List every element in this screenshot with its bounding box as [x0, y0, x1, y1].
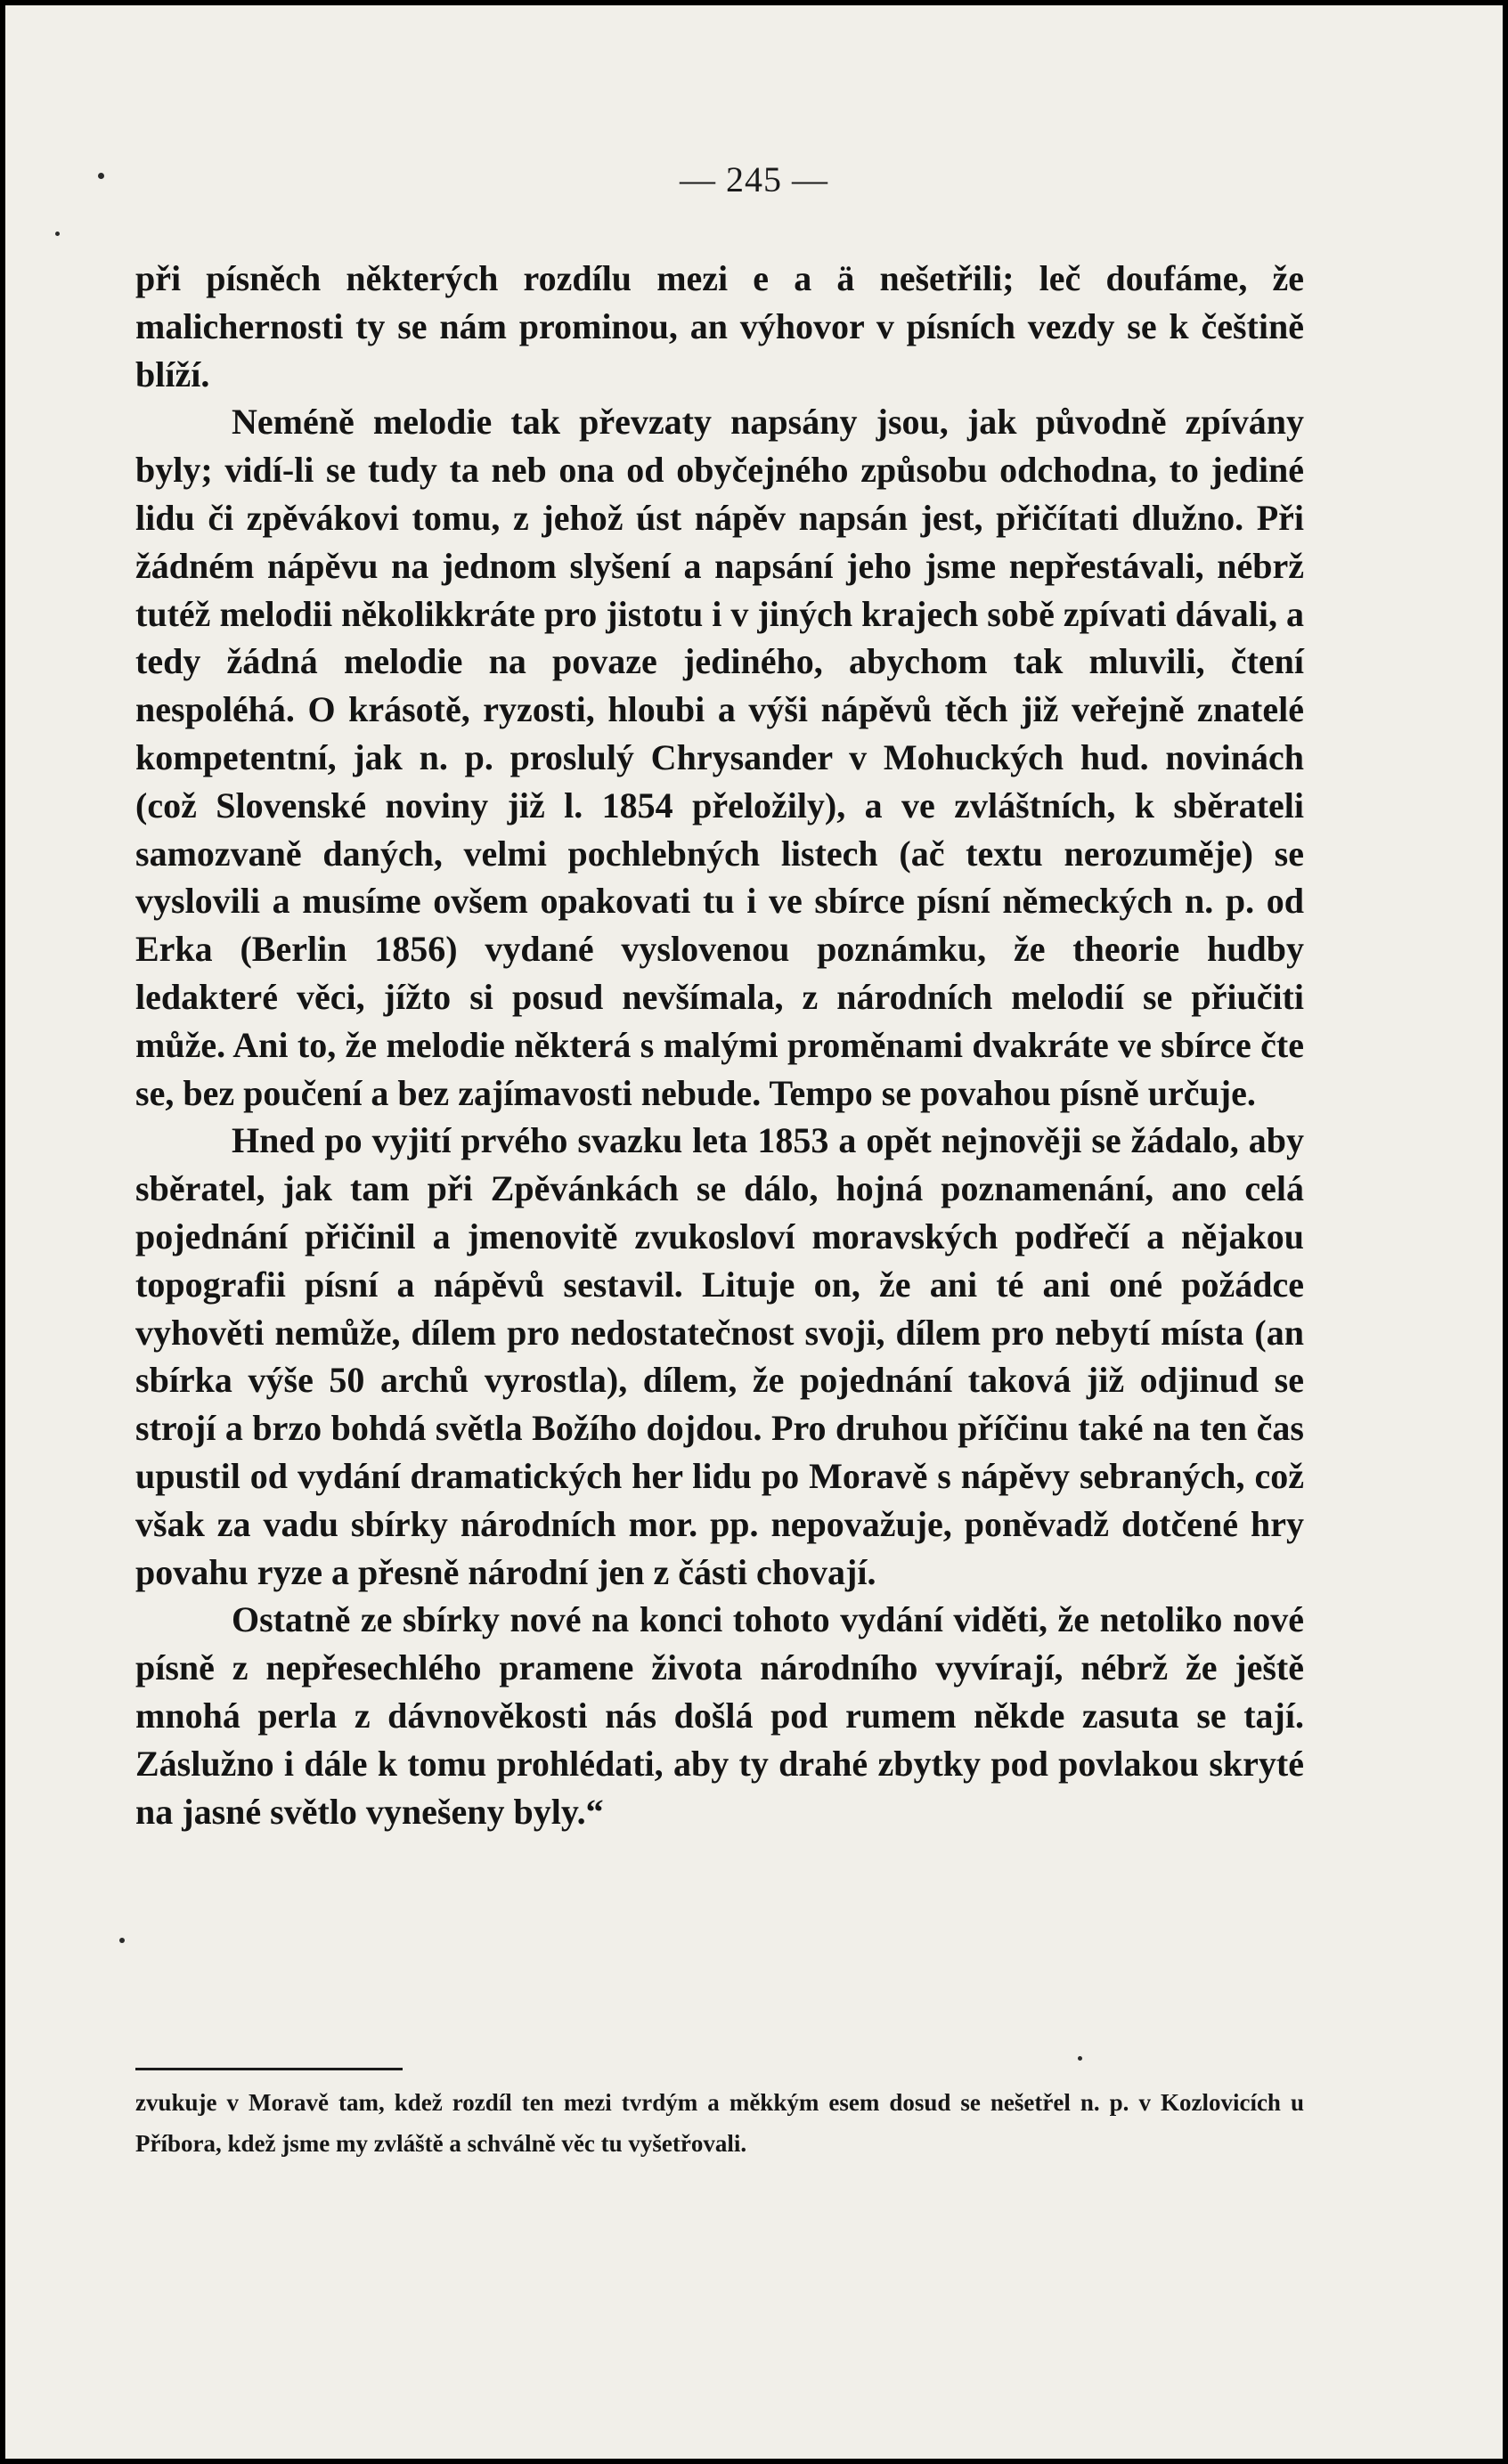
body-text — [135, 255, 1304, 1835]
scan-speck — [98, 173, 104, 179]
paragraph-2: Neméně melodie tak převzaty napsány jsou, jak původně zpívány byly; vidí-li se tudy ta neb ona od obyčejného způsobu odchodna, to jediné lidu či zpěvákovi tomu, z jehož úst nápěv napsán jest, přičítati dlužno. Při žádném nápěvu na jednom slyšení a napsání jeho jsme nepřestávali, nébrž tutéž melodii několikkráte pro jistotu i v jiných krajech sobě zpívati dávali, a tedy žádná melodie na povaze jediného, abychom tak mluvili, čtení nespoléhá. O krásotě, ryzosti, hloubi a výši nápěvů těch již veřejně znatelé kompetentní, jak n. p. proslulý Chrysander v Mohuckých hud. novinách (což Slovenské noviny již l. 1854 přeložily), a ve zvláštních, k sběrateli samozvaně daných, velmi pochlebných listech (ač textu nerozuměje) se vyslovili a musíme ovšem opakovati tu i ve sbírce písní německých n. p. od Erka (Berlin 1856) vydané vyslovenou poznámku, že theorie hudby ledakteré věci, jížto si posud nevšímala, z národních melodií se přiučiti může. Ani to, že melodie některá s malými proměnami dvakráte ve sbírce čte se, bez poučení a bez zajímavosti nebude. Tempo se povahou písně určuje. — [135, 402, 1304, 1113]
scan-speck — [1078, 2056, 1082, 2061]
scan-speck — [119, 1938, 125, 1943]
paragraph-4: Ostatně ze sbírky nové na konci tohoto vydání viděti, že netoliko nové písně z nepřesechlého pramene života národního vyvírají, nébrž že ještě mnohá perla z dávnověkosti nás došlá pod rumem někde zasuta se tají. Záslužno i dále k tomu prohlédati, aby ty drahé zbytky pod povlakou skryté na jasné světlo vynešeny byly.“ — [135, 1599, 1304, 1832]
footnote-divider — [135, 2068, 403, 2070]
paragraph-1: při písněch některých rozdílu mezi e a ä nešetřili; leč doufáme, že malichernosti ty se nám prominou, an výhovor v písních vezdy se k češtině blíží. — [135, 258, 1304, 394]
footnote: zvukuje v Moravě tam, kdež rozdíl ten mezi tvrdým a měkkým esem dosud se nešetřel n. p. v Kozlovicích u Příbora, kdež jsme my zvláště a schválně věc tu vyšetřovali. — [135, 2089, 1304, 2157]
paragraph-3: Hned po vyjití prvého svazku leta 1853 a opět nejnověji se žádalo, aby sběratel, jak tam při Zpěvánkách se dálo, hojná poznamenání, ano celá pojednání přičinil a jmenovitě zvukosloví moravských podřečí a nějakou topografii písní a nápěvů sestavil. Lituje on, že ani té ani oné požádce vyhověti nemůže, dílem pro nedostatečnost svoji, dílem pro nebytí místa (an sbírka výše 50 archů vyrostla), dílem, že pojednání taková již odjinud se strojí a brzo bohdá světla Božího dojdou. Pro druhou příčinu také na ten čas upustil od vydání dramatických her lidu po Moravě s nápěvy sebraných, což však za vadu sbírky národních mor. pp. nepovažuje, poněvadž dotčené hry povahu ryze a přesně národní jen z části chovají. — [135, 1120, 1304, 1592]
page-number: — 245 — — [680, 159, 828, 199]
scan-speck — [55, 232, 60, 236]
page-sheet — [5, 5, 1503, 2459]
